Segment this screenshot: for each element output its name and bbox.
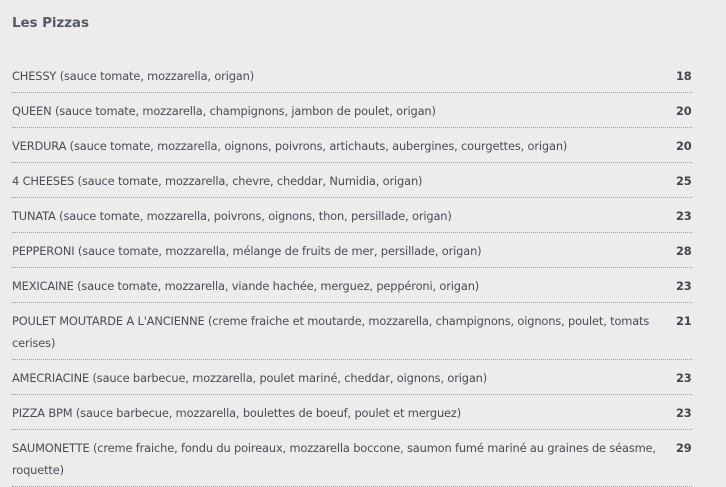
item-name: PEPPERONI (sauce tomate, mozzarella, mélange de fruits de mer, persillade, origan) (12, 244, 482, 258)
item-price: 25 (676, 174, 692, 188)
item-price: 28 (676, 244, 692, 258)
item-price: 20 (676, 104, 692, 118)
item-name: SAUMONETTE (creme fraiche, fondu du poireaux, mozzarella boccone, saumon fumé mariné au graines de séasme, roquette) (12, 441, 656, 477)
list-item (12, 96, 692, 128)
item-name: TUNATA (sauce tomate, mozzarella, poivrons, oignons, thon, persillade, origan) (12, 209, 452, 223)
item-price: 20 (676, 139, 692, 153)
item-name: VERDURA (sauce tomate, mozzarella, oignons, poivrons, artichauts, aubergines, courgettes, origan) (12, 139, 568, 153)
item-price: 23 (676, 371, 692, 385)
item-price: 21 (676, 314, 692, 328)
item-name: CHESSY (sauce tomate, mozzarella, origan) (12, 69, 254, 83)
item-price: 23 (676, 406, 692, 420)
item-name: PIZZA BPM (sauce barbecue, mozzarella, boulettes de boeuf, poulet et merguez) (12, 406, 462, 420)
item-name: 4 CHEESES (sauce tomate, mozzarella, chevre, cheddar, Numidia, origan) (12, 174, 423, 188)
list-item (12, 271, 692, 303)
item-name: MEXICAINE (sauce tomate, mozzarella, viande hachée, merguez, peppéroni, origan) (12, 279, 480, 293)
list-item (12, 306, 692, 360)
item-name: POULET MOUTARDE A L'ANCIENNE (creme fraiche et moutarde, mozzarella, champignons, oignons, poulet, tomats cerises) (12, 314, 650, 350)
list-item (12, 398, 692, 430)
list-item (12, 363, 692, 395)
item-price: 23 (676, 209, 692, 223)
list-item (12, 201, 692, 233)
list-item (12, 433, 692, 487)
list-item (12, 131, 692, 163)
item-price: 23 (676, 279, 692, 293)
list-item (12, 236, 692, 268)
item-name: AMECRIACINE (sauce barbecue, mozzarella, poulet mariné, cheddar, oignons, origan) (12, 371, 488, 385)
section-title: Les Pizzas (12, 15, 89, 31)
pizza-list (12, 61, 692, 487)
item-price: 18 (676, 69, 692, 83)
item-name: QUEEN (sauce tomate, mozzarella, champignons, jambon de poulet, origan) (12, 104, 436, 118)
item-price: 29 (676, 441, 692, 455)
list-item (12, 166, 692, 198)
list-item (12, 61, 692, 93)
